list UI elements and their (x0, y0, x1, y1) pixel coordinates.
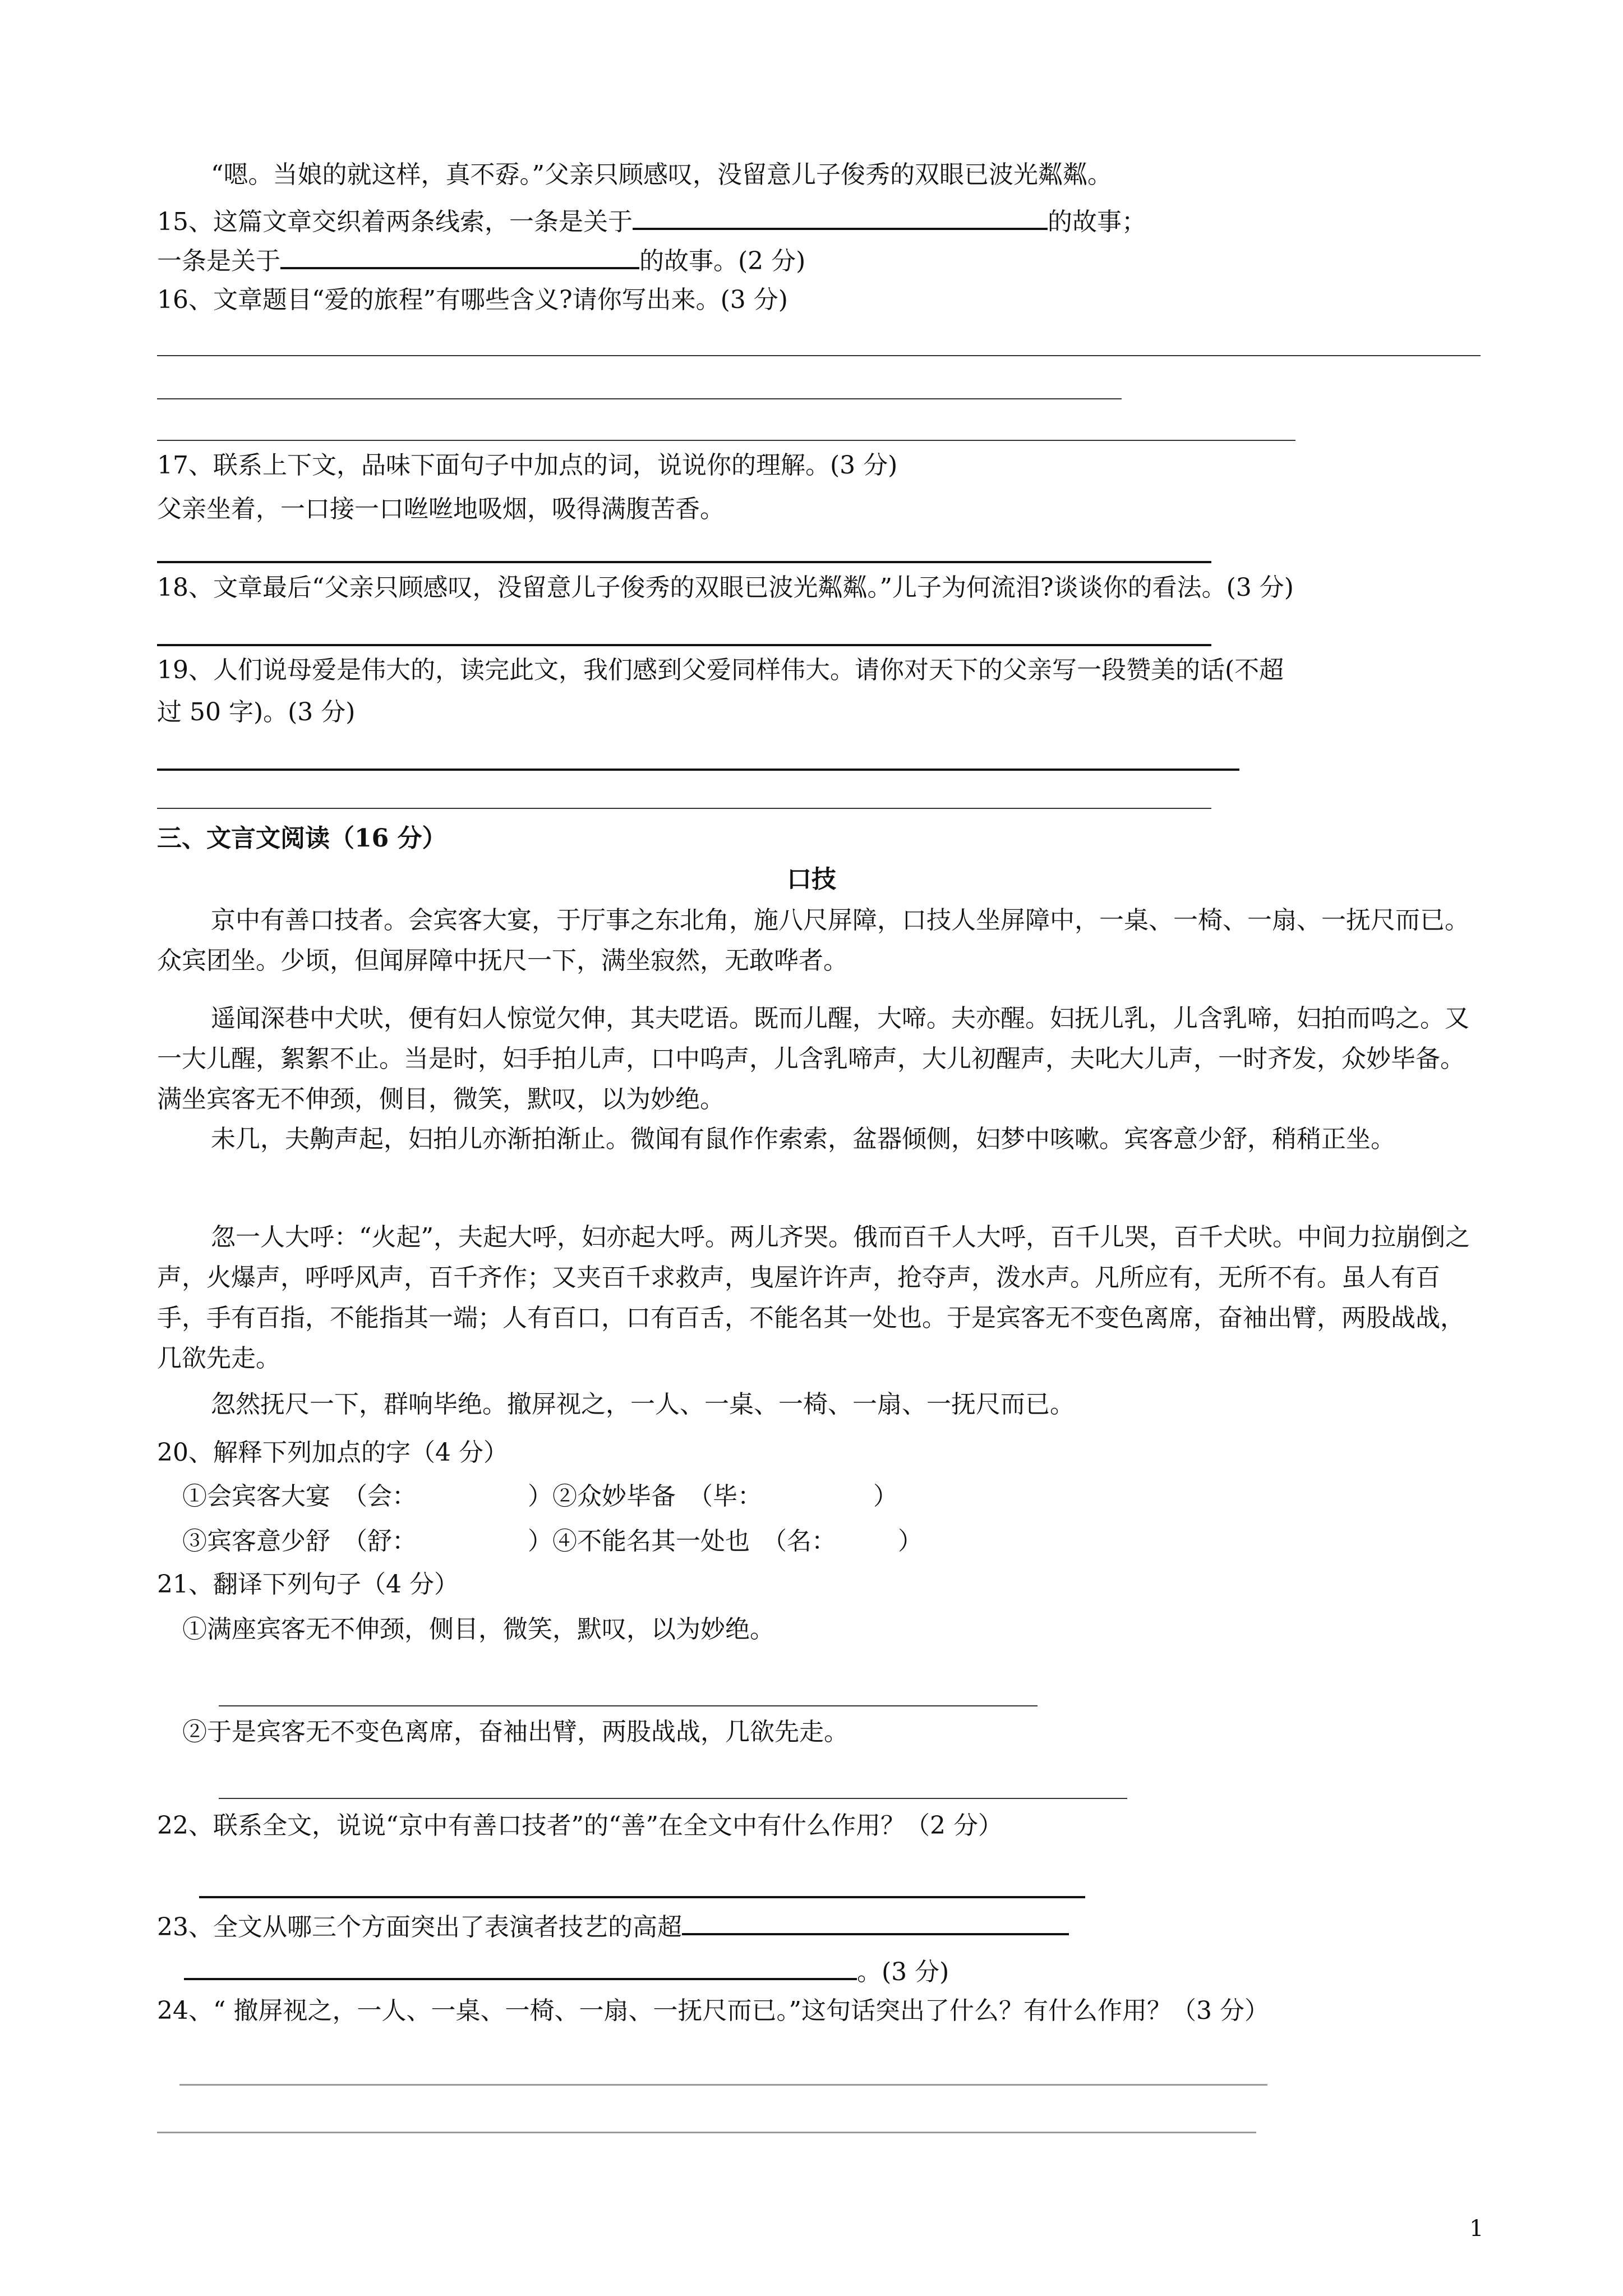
passage-paragraph: 未几，夫齁声起，妇拍儿亦渐拍渐止。微闻有鼠作作索索，盆器倾侧，妇梦中咳嗽。宾客意少舒，稍稍正坐。 (211, 1125, 1395, 1153)
question-18: 18、文章最后“父亲只顾感叹，没留意儿子俊秀的双眼已波光粼粼。”儿子为何流泪?谈谈你的看法。(3 分) (157, 573, 1294, 602)
answer-line[interactable] (199, 1896, 1085, 1898)
question-text: 23、全文从哪三个方面突出了表演者技艺的高超 (157, 1913, 682, 1941)
question-23-cont (157, 1951, 949, 1989)
answer-line[interactable] (219, 1798, 1127, 1799)
text-line: “嗯。当娘的就这样，真不孬。”父亲只顾感叹，没留意儿子俊秀的双眼已波光粼粼。 (211, 160, 1112, 189)
quoted-sentence: 父亲坐着，一口接一口咝咝地吸烟，吸得满腹苦香。 (157, 495, 725, 523)
answer-line[interactable] (157, 561, 1211, 563)
question-20: 20、解释下列加点的字（4 分） (157, 1438, 508, 1467)
answer-line[interactable] (157, 808, 1211, 809)
question-22: 22、联系全文，说说“京中有善口技者”的“善”在全文中有什么作用？（2 分） (157, 1811, 1003, 1840)
question-text: 一条是关于 (157, 247, 280, 275)
page-number: 1 (1469, 2216, 1484, 2242)
answer-blank[interactable] (184, 1951, 857, 1980)
answer-line[interactable] (157, 769, 1239, 771)
answer-blank[interactable] (280, 240, 639, 269)
passage-paragraph: 忽然抚尺一下，群响毕绝。撤屏视之，一人、一桌、一椅、一扇、一抚尺而已。 (211, 1390, 1075, 1419)
answer-blank[interactable] (633, 201, 1048, 230)
answer-line[interactable] (157, 398, 1122, 399)
passage-title: 口技 (787, 865, 836, 894)
question-text: 的故事； (1048, 208, 1146, 236)
answer-line[interactable] (179, 2084, 1267, 2086)
question-text: 的故事。(2 分) (639, 247, 806, 275)
answer-line[interactable] (157, 355, 1481, 356)
passage-paragraph: 遥闻深巷中犬吠，便有妇人惊觉欠伸，其夫呓语。既而儿醒，大啼。夫亦醒。妇抚儿乳，儿含乳啼，妇拍而呜之。又一大儿醒，絮絮不止。当是时，妇手拍儿声，口中呜声，儿含乳啼声，大儿初醒声，夫叱大儿声，一时齐发，众妙毕备。满坐宾客无不伸颈，侧目，微笑，默叹，以为妙绝。 (157, 1004, 1469, 1114)
question-15 (157, 201, 1146, 239)
question-15-cont (157, 240, 805, 278)
question-20-item: ①会宾客大宴 （会： ）②众妙毕备 （毕： ） (182, 1482, 898, 1511)
question-text: 15、这篇文章交织着两条线索，一条是关于 (157, 208, 633, 236)
question-17: 17、联系上下文，品味下面句子中加点的词，说说你的理解。(3 分) (157, 451, 898, 480)
question-21: 21、翻译下列句子（4 分） (157, 1570, 459, 1599)
question-16: 16、文章题目“爱的旅程”有哪些含义?请你写出来。(3 分) (157, 286, 788, 314)
passage-paragraph: 忽一人大呼：“火起”，夫起大呼，妇亦起大呼。两儿齐哭。俄而百千人大呼，百千儿哭，百千犬吠。中间力拉崩倒之声，火爆声，呼呼风声，百千齐作；又夹百千求救声，曳屋许许声，抢夺声，泼水声。凡所应有，无所不有。虽人有百手，手有百指，不能指其一端；人有百口，口有百舌，不能名其一处也。于是宾客无不变色离席，奋袖出臂，两股战战，几欲先走。 (157, 1223, 1470, 1373)
question-21-item: ②于是宾客无不变色离席，奋袖出臂，两股战战，几欲先走。 (182, 1718, 849, 1746)
passage-paragraph: 京中有善口技者。会宾客大宴，于厅事之东北角，施八尺屏障，口技人坐屏障中，一桌、一椅、一扇、一抚尺而已。众宾团坐。少顷，但闻屏障中抚尺一下，满坐寂然，无敢哗者。 (157, 906, 1469, 975)
question-21-item: ①满座宾客无不伸颈，侧目，微笑，默叹，以为妙绝。 (182, 1615, 774, 1644)
answer-line[interactable] (157, 644, 1211, 646)
question-20-item: ③宾客意少舒 （舒： ）④不能名其一处也 （名： ） (182, 1527, 923, 1556)
question-24: 24、“ 撤屏视之，一人、一桌、一椅、一扇、一抚尺而已。”这句话突出了什么？有什么作用？（3 分） (157, 1996, 1269, 2025)
answer-line[interactable] (219, 1705, 1038, 1706)
question-19-cont: 过 50 字)。(3 分) (157, 698, 356, 726)
answer-line[interactable] (157, 2132, 1256, 2133)
question-23 (157, 1906, 1069, 1944)
question-19: 19、人们说母爱是伟大的，读完此文，我们感到父爱同样伟大。请你对天下的父亲写一段赞美的话(不超 (157, 656, 1284, 684)
question-text: 。(3 分) (857, 1958, 949, 1986)
answer-line[interactable] (157, 440, 1295, 441)
answer-blank[interactable] (682, 1906, 1069, 1935)
section-heading: 三、文言文阅读（16 分） (157, 824, 447, 853)
